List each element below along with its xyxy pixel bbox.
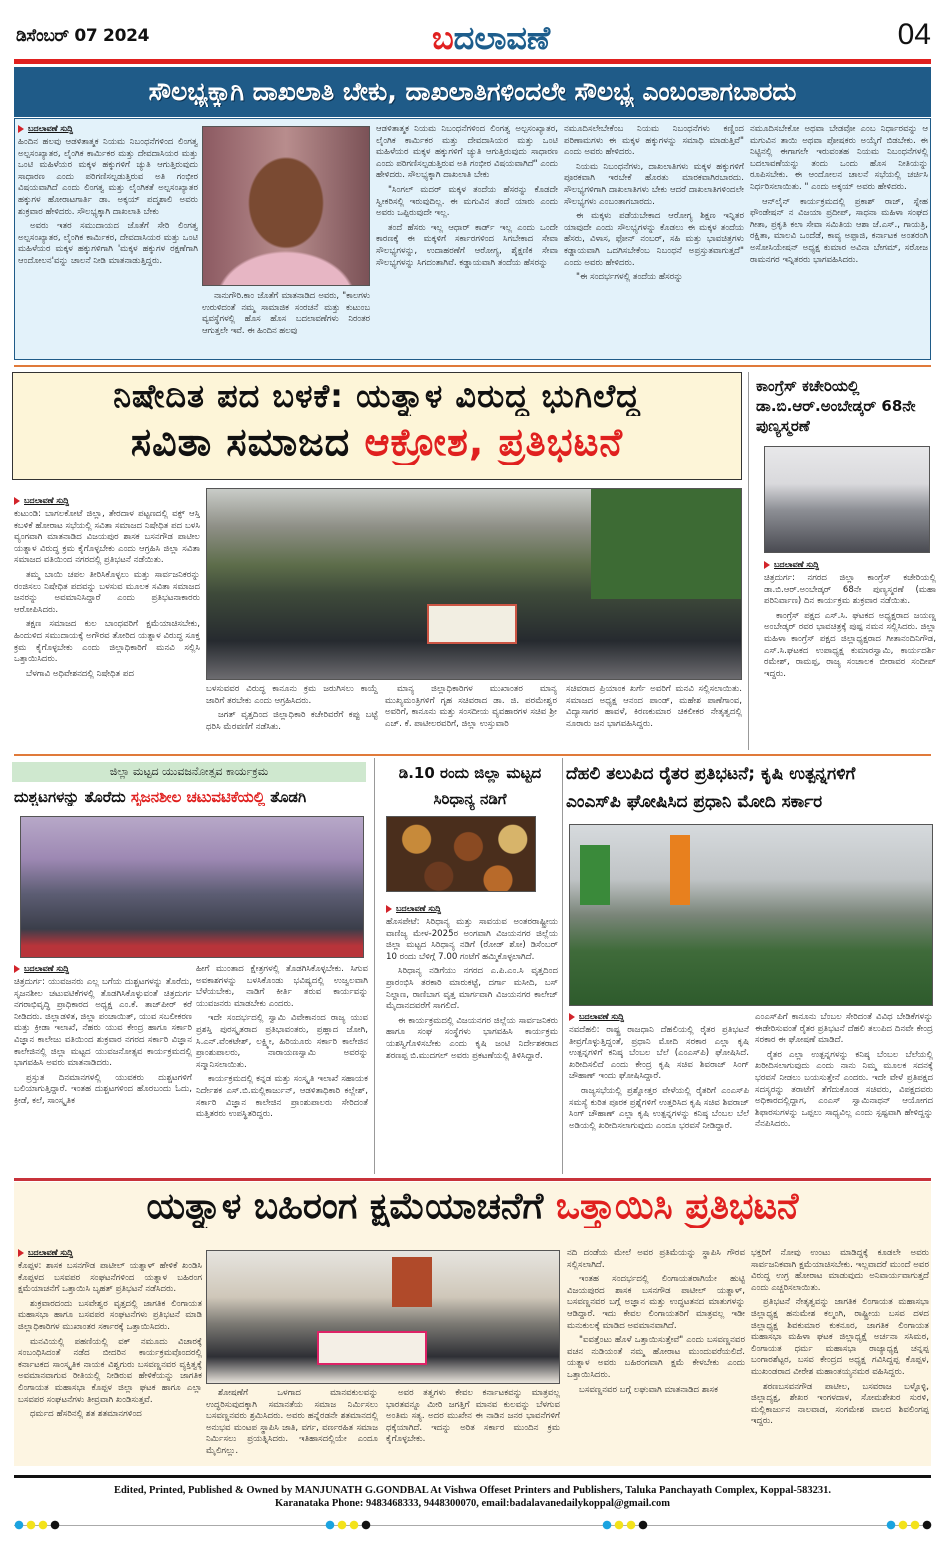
story1-col4: ನಮೂದಿಸಲೇಬೇಕೆಂಬ ನಿಯಮ ನಿಬಂಧನೆಗಳು ಕಣ್ಣಿಂದ ಪರಿಣಾಮಗಳು ಈ ಮಕ್ಕಳ ಹಕ್ಕುಗಳನ್ನು ಸಮಾಧಿ ಮಾಡುತ್ತಿವೆ" ಎಂದು ಅವರು ಹೇಳಿದರು. ನಿಯಮ ನಿಬಂಧನೆಗಳು, ದಾಖಲಾತಿಗಳು ಮಕ್ಕಳ ಹಕ್ಕುಗಳಿಗೆ ಪೂರಕವಾಗಿ ಇರಬೇಕೆ ಹೊರತು ಮಾರಕವಾಗಿರಬಾರದು. ಸೌಲಭ್ಯಗಳಿಗಾಗಿ ದಾಖಲಾತಿಗಳು ಬೇಕು ಆದರೆ ದಾಖಲಾತಿಗಳಿಂದಲೇ ಸೌಲಭ್ಯಗಳು ಎಂಬಂತಾಗಬಾರದು. ಈ ಮಕ್ಕಳು ಪಡೆಯಬೇಕಾದ ಆರೋಗ್ಯ ಶಿಕ್ಷಣ ಇನ್ನಿತರ ಯಾವುದೇ ಎಂದು ಸೌಲಭ್ಯಗಳನ್ನು ಕೊಡಲು ಈ ಮಕ್ಕಳ ತಂದೆಯ ಹೆಸರು, ವಿಳಾಸ, ಫೋನ್ ನಂಬರ್, ಸಹಿ ಮತ್ತು ಭಾವಚಿತ್ರಗಳು ಕಡ್ಡಾಯವಾಗಿ ಒದಗಿಸಬೇಕೆಂಬ ನಿಬಂಧನೆ ಅಪ್ರಸ್ತುತವಾಗುತ್ತದೆ" ಎಂದು ಅವರು ಹೇಳಿದರು. "ಈ ಸಂದರ್ಭಗಳಲ್ಲಿ ತಂದೆಯ ಹೆಸರನ್ನು <box>564 124 744 283</box>
byline: ಬದಲಾವಣೆ ಸುದ್ದಿ <box>569 1012 749 1022</box>
page-number: 04 <box>897 18 931 51</box>
story3-col1: ಬದಲಾವಣೆ ಸುದ್ದಿ ಚಿತ್ರದುರ್ಗ: ಯುವಜನರು ಎಲ್ಲ ಬಗೆಯ ದುಶ್ಚಟಗಳನ್ನು ತೊರೆದು, ಸೃಜನಶೀಲ ಚಟುವಟಿಕೆಗಳಲ್ಲಿ ತೊಡಗಿಸಿಕೊಳ್ಳುವಂತೆ ಚಿತ್ರದುರ್ಗ ನಗರಾಭಿವೃದ್ಧಿ ಪ್ರಾಧಿಕಾರದ ಅಧ್ಯಕ್ಷ ಎಂ.ಕೆ. ತಾಜ್‌ಪೀರ್ ಕರೆ ನೀಡಿದರು. ಜಿಲ್ಲಾಡಳಿತ, ಜಿಲ್ಲಾ ಪಂಚಾಯಿತ್, ಯುವ ಸಬಲೀಕರಣ ಮತ್ತು ಕ್ರೀಡಾ ಇಲಾಖೆ, ನೆಹರು ಯುವ ಕೇಂದ್ರ ಹಾಗೂ ಸರ್ಕಾರಿ ವಿಜ್ಞಾನ ಕಾಲೇಜು ವತಿಯಿಂದ ಶುಕ್ರವಾರ ನಗರದ ಸರ್ಕಾರಿ ವಿಜ್ಞಾನ ಕಾಲೇಜಿನಲ್ಲಿ ಜಿಲ್ಲಾ ಮಟ್ಟದ ಯುವಜನೋತ್ಸವ ಕಾರ್ಯಕ್ರಮದಲ್ಲಿ ಭಾಗವಹಿಸಿ ಅವರು ಮಾತನಾಡಿದರು. ಪ್ರಸ್ತುತ ದಿನಮಾನಗಳಲ್ಲಿ ಯುವಕರು ದುಶ್ಚಟಗಳಿಗೆ ಬಲಿಯಾಗುತ್ತಿದ್ದಾರೆ. ಇಂತಹ ದುಶ್ಚಟಗಳಿಂದ ಹೊರಬಂದು ಓದು, ಕ್ರೀಡೆ, ಕಲೆ, ಸಾಂಸ್ಕೃತಿಕ <box>14 964 192 1106</box>
footer-rule <box>14 1475 931 1478</box>
story4-body: ಬದಲಾವಣೆ ಸುದ್ದಿ ಹೊಸಪೇಟೆ: ಸಿರಿಧಾನ್ಯ ಮತ್ತು ಸಾವಯವ ಅಂತರರಾಷ್ಟ್ರೀಯ ವಾಣಿಜ್ಯ ಮೇಳ-2025ರ ಅಂಗವಾಗಿ ವಿಜಯನಗರ ಜಿಲ್ಲೆಯ ಜಿಲ್ಲಾ ಮಟ್ಟದ ಸಿರಿಧಾನ್ಯ ನಡಿಗೆ (ರೋಡ್ ಶೋ) ಡಿಸೆಂಬರ್ 10 ರಂದು ಬೆಳಿಗ್ಗೆ 7.00 ಗಂಟೆಗೆ ಹಮ್ಮಿಕೊಳ್ಳಲಾಗಿದೆ. ಸಿರಿಧಾನ್ಯ ನಡಿಗೆಯು ನಗರದ ಎ.ಪಿ.ಎಂ.ಸಿ ವೃತ್ತದಿಂದ ಪ್ರಾರಂಭಿಸಿ ತರಕಾರಿ ಮಾರುಕಟ್ಟೆ, ದರ್ಗಾ ಮಸೀದಿ, ಬಸ್ ನಿಲ್ದಾಣ, ರಾಣಿಬಾಗ ವೃತ್ತ ಮಾರ್ಗವಾಗಿ ವಿಜಯನಗರ ಕಾಲೇಜ್ ಮೈದಾನದವರೆಗೆ ಸಾಗಲಿದೆ. ಈ ಕಾರ್ಯಕ್ರಮದಲ್ಲಿ ವಿಜಯನಗರ ಜಿಲ್ಲೆಯ ಸಾರ್ವಜನಿಕರು ಹಾಗೂ ಸಂಘ ಸಂಸ್ಥೆಗಳು ಭಾಗವಹಿಸಿ ಕಾರ್ಯಕ್ರಮ ಯಶಸ್ವಿಗೊಳಿಸಬೇಕು ಎಂದು ಕೃಷಿ ಜಂಟಿ ನಿರ್ದೇಶಕರಾದ ಶರಣಪ್ಪ ಬಿ.ಮುದಗಲ್ ಅವರು ಪ್ರಕಟಣೆಯಲ್ಲಿ ತಿಳಿಸಿದ್ದಾರೆ. <box>386 904 558 1061</box>
triangle-icon <box>386 905 392 913</box>
story2-col2: ಬಳಸುವವರ ವಿರುದ್ಧ ಕಾನೂನು ಕ್ರಮ ಜರುಗಿಸಲು ಕಾಯ್ದೆ ಜಾರಿಗೆ ತರಬೇಕು ಎಂದು ಆಗ್ರಹಿಸಿದರು. ಜಗತ್ ವೃತ್ತದಿಂದ ಜಿಲ್ಲಾಧಿಕಾರಿ ಕಚೇರಿವರೆಗೆ ಕಪ್ಪು ಬಟ್ಟೆ ಧರಿಸಿ ಮೆರವಣಿಗೆ ನಡೆಸಿತು. <box>206 684 378 732</box>
byline: ಬದಲಾವಣೆ ಸುದ್ದಿ <box>18 124 198 134</box>
triangle-icon <box>14 965 20 973</box>
logo-rest: ದಲಾವಣೆ <box>453 20 551 56</box>
protest-banner <box>317 1331 427 1365</box>
byline: ಬದಲಾವಣೆ ಸುದ್ದಿ <box>386 904 558 914</box>
byline: ಬದಲಾವಣೆ ಸುದ್ದಿ <box>18 1248 202 1258</box>
story3-col2: ಹೀಗೆ ಮುಂತಾದ ಕ್ಷೇತ್ರಗಳಲ್ಲಿ ತೊಡಗಿಸಿಕೊಳ್ಳಬೇಕು. ಸಿಗುವ ಅವಕಾಶಗಳನ್ನು ಬಳಸಿಕೊಂಡು ಭವಿಷ್ಯದಲ್ಲಿ ಉಜ್ವಲವಾಗಿ ಬೆಳೆಯಬೇಕು, ನಾಡಿಗೆ ಕೀರ್ತಿ ತರುವ ಕಾರ್ಯವನ್ನು ಯುವಜನರು ಮಾಡಬೇಕು ಎಂದರು. ಇದೇ ಸಂದರ್ಭದಲ್ಲಿ ಸ್ವಾಮಿ ವಿವೇಕಾನಂದ ರಾಜ್ಯ ಯುವ ಪ್ರಶಸ್ತಿ ಪುರಸ್ಕೃತರಾದ ಪ್ರತಿಭಾವಂತರು, ಪ್ರಹ್ಲಾದ ಜೋಗಿ, ಸಿ.ಎನ್.ವೆಂಕಟೇಶ್, ಲಕ್ಷ್ಮೀ, ಹಿರಿಯೂರು ಸರ್ಕಾರಿ ಕಾಲೇಜಿನ ಪ್ರಾಂಶುಪಾಲರು, ನಾರಾಯಣಸ್ವಾಮಿ ಅವರನ್ನು ಸನ್ಮಾನಿಸಲಾಯಿತು. ಕಾರ್ಯಕ್ರಮದಲ್ಲಿ ಕನ್ನಡ ಮತ್ತು ಸಂಸ್ಕೃತಿ ಇಲಾಖೆ ಸಹಾಯಕ ನಿರ್ದೇಶಕ ಎಸ್.ಬಿ.ಮಲ್ಲಿಕಾರ್ಜುನ್, ಆಡಳಿತಾಧಿಕಾರಿ ಕಲ್ಲೇಶ್, ಸರ್ಕಾರಿ ವಿಜ್ಞಾನ ಕಾಲೇಜಿನ ಪ್ರಾಂಶುಪಾಲರು ಸೇರಿದಂತೆ ಮತ್ತಿತರರು ಉಪಸ್ಥಿತರಿದ್ದರು. <box>196 964 368 1120</box>
story1-headline: ಸೌಲಭ್ಯಕ್ಕಾಗಿ ದಾಖಲಾತಿ ಬೇಕು, ದಾಖಲಾತಿಗಳಿಂದಲೇ ಸೌಲಭ್ಯ ಎಂಬಂತಾಗಬಾರದು <box>148 77 797 106</box>
registration-mark <box>602 1520 648 1530</box>
story6-protest-photo <box>206 1250 560 1384</box>
story3-kicker: ಜಿಲ್ಲಾ ಮಟ್ಟದ ಯುವಜನೋತ್ಸವ ಕಾರ್ಯಕ್ರಮ <box>12 762 366 782</box>
story1-banner <box>14 67 931 117</box>
story1-col1: ಬದಲಾವಣೆ ಸುದ್ದಿ ಹಿಂದಿನ ಹಲವು ಆಡಳಿತಾತ್ಮಕ ನಿಯಮ ನಿಬಂಧನೆಗಳಿಂದ ಲಿಂಗತ್ವ ಅಲ್ಪಸಂಖ್ಯಾತರ, ಲೈಂಗಿಕ ಕಾರ್ಮಿಕರ ಮತ್ತು ದೇವದಾಸಿಯರ ಮತ್ತು ಒಂಟಿ ಮಹಿಳೆಯರ ಮಕ್ಕಳ ಹಕ್ಕುಗಳಿಗೆ ಚ್ಯುತಿ ಆಗುತ್ತಿರುವುದು ಸಾಧಾರಣ ಎಂದು ಪರಿಗಣಿಸಲ್ಪಡುತ್ತಿರುವ ಅತಿ ಗಂಭೀರ ವಿಷಯವಾಗಿದೆ ಎಂದು ಲಿಂಗತ್ವ ಮತ್ತು ಲೈಂಗಿಕತೆ ಅಲ್ಪಸಂಖ್ಯಾತರ ಹಕ್ಕುಗಳ ಹೋರಾಟಗಾರ್ತಿ ಡಾ. ಅಕ್ಕಯ್ ಪದ್ಮಶಾಲಿ ಅವರು ಶುಕ್ರವಾರ ಹೇಳಿದರು. ಸೌಲಭ್ಯಕ್ಕಾಗಿ ದಾಖಲಾತಿ ಬೇಕು ಅವರು ಇತರ ಸಮುದಾಯದ ಜೊತೆಗೆ ಸೇರಿ ಲಿಂಗತ್ವ ಅಲ್ಪಸಂಖ್ಯಾತರ, ಲೈಂಗಿಕ ಕಾರ್ಮಿಕರ, ದೇವದಾಸಿಯರ ಮತ್ತು ಒಂಟಿ ಮಹಿಳೆಯರ ಮಕ್ಕಳ ಹಕ್ಕುಗಳಿಗಾಗಿ 'ಮಕ್ಕಳ ಹಕ್ಕುಗಳ ರಕ್ಷಣೆಗಾಗಿ ಆಂದೋಲನ'ವನ್ನು ಚಾಲನೆ ನೀಡಿ ಮಾತನಾಡುತ್ತಿದ್ದರು. <box>18 124 198 266</box>
triangle-icon <box>18 125 24 133</box>
column-divider <box>562 758 563 1174</box>
registration-mark <box>14 1520 60 1530</box>
story1-col5: ನಮೂದಿಸಬೇಕೋ ಅಥವಾ ಬೇಡವೋ ಎಂಬ ನಿರ್ಧಾರವನ್ನು ಆ ಮಗುವಿನ ತಾಯಿ ಅಥವಾ ಪೋಷಕರು ಅಯ್ಕೆಗೆ ಬಿಡಬೇಕು. ಈ ನಿಟ್ಟಿನಲ್ಲಿ ಈಗಾಗಲೇ ಇರುವಂತಹ ನಿಯಮ ನಿಬಂಧನೆಗಳಲ್ಲಿ ಬದಲಾವಣೆಯನ್ನು ತಂದು ಒಂದು ಹೊಸ ನೀತಿಯನ್ನು ರೂಪಿಸಬೇಕು. ಈ ಆಂದೋಲನ ಚಾಲನೆ ಸಭೆಯಲ್ಲಿ ಚರ್ಚಿಸಿ ನಿರ್ಧರಿಸಲಾಯಿತು. " ಎಂದು ಅಕ್ಕಯ್ ಅವರು ಹೇಳಿದರು. ಆನ್‌ಲೈನ್ ಕಾರ್ಯಕ್ರಮದಲ್ಲಿ ಪ್ರಕಾಶ್ ರಾಜ್, ಸ್ನೇಹ ಫೌಂಡೇಷನ್ ನ ವಿಜಯಾ ಪ್ರದೀಪ್, ಸಾಧನಾ ಮಹಿಳಾ ಸಂಘದ ಗೀತಾ, ಪ್ರಕೃತಿ ಕಲಾ ಸೇವಾ ಸಮಿತಿಯ ಆಶಾ ಜೆ.ಎಸ್., ಗಾಯತ್ರಿ, ರಕ್ಷಿತಾ, ಮಾಲವಿ ಒಂದೆಡೆ, ಕಾವ್ಯ ಅಪ್ಪಾಜಿ, ಕರ್ನಾಟಕ ಅಂತರಂಗಿ ಅಸೋಸಿಯೇಷನ್ ಅಧ್ಯಕ್ಷ ಕುಮಾರ ಅವಿನಾ ಬೇಗಮ್, ಸರೋಜ ರಾಮನಗರ ಇನ್ನಿತರರು ಭಾಗವಹಿಸಿದರು. <box>750 124 928 265</box>
registration-mark <box>886 1520 932 1530</box>
footer-line2: Karanataka Phone: 9483468333, 9448300070, email:badalavanedailykoppal@gmail.com <box>274 1498 671 1509</box>
protest-banner <box>427 604 517 644</box>
story2-col4: ಸಚಿವರಾದ ಪ್ರಿಯಾಂಕ ಖರ್ಗೆ ಅವರಿಗೆ ಮನವಿ ಸಲ್ಲಿಸಲಾಯಿತು. ಸಮಾಜದ ಅಧ್ಯಕ್ಷ ಆನಂದ ಪಾಂಡ್, ಮಹೇಶ ಪಾಣೆಗಾಂವ, ವಿದ್ಯಾಸಾಗರ ಹಾವಳೆ, ಕಿರಣಕುಮಾರ ಚಿಕಲೀಕರ ನೇತೃತ್ವದಲ್ಲಿ ನೂರಾರು ಜನ ಭಾಗವಹಿಸಿದ್ದರು. <box>566 684 742 729</box>
story5-headline: ದೆಹಲಿ ತಲುಪಿದ ರೈತರ ಪ್ರತಿಭಟನೆ; ಕೃಷಿ ಉತ್ಪನ್ನಗಳಿಗೆ ಎಂಎಸ್‌ಪಿ ಘೋಷಿಸಿದ ಪ್ರಧಾನಿ ಮೋದಿ ಸರ್ಕಾರ <box>566 764 856 812</box>
story5-farmers-photo <box>569 824 933 1006</box>
story1-col3: ಆಡಳಿತಾತ್ಮಕ ನಿಯಮ ನಿಬಂಧನೆಗಳಿಂದ ಲಿಂಗತ್ವ ಅಲ್ಪಸಂಖ್ಯಾತರ, ಲೈಂಗಿಕ ಕಾರ್ಮಿಕರ ಮತ್ತು ದೇವದಾಸಿಯರ ಮತ್ತು ಒಂಟಿ ಮಹಿಳೆಯರ ಮಕ್ಕಳ ಹಕ್ಕುಗಳಿಗೆ ಚ್ಯುತಿ ಆಗುತ್ತಿರುವುದು ಸಾಧಾರಣ ಎಂದು ಪರಿಗಣಿಸಲ್ಪಡುತ್ತಿರುವ ಅತಿ ಗಂಭೀರ ವಿಷಯವಾಗಿದೆ" ಎಂದು ಹೇಳಿದರು. ಸೌಲಭ್ಯಕ್ಕಾಗಿ ದಾಖಲಾತಿ ಬೇಕು "ಸಿಂಗಲ್ ಮದರ್ ಮಕ್ಕಳ ತಂದೆಯ ಹೆಸರನ್ನು ಕೊಡದೇ ಸ್ವೀಕರಿಸಲ್ಲಿ ಇರುವುದಿಲ್ಲ. ಈ ಮಗುವಿನ ತಂದೆ ಯಾರು ಎಂದು ಅವರು ಒಪ್ಪಿರುವುದೇ ಇಲ್ಲ. ತಂದೆ ಹೆಸರು ಇಲ್ಲ ಆಧಾರ್ ಕಾರ್ಡ್ ಇಲ್ಲ ಎಂದು ಒಂದೇ ಕಾರಣಕ್ಕೆ ಈ ಮಕ್ಕಳಿಗೆ ಸರ್ಕಾರಗಳಿಂದ ಸಿಗಬೇಕಾದ ಸೇವಾ ಸೌಲಭ್ಯಗಳನ್ನು, ಉದಾಹರಣೆಗೆ ಆರೋಗ್ಯ, ಶೈಕ್ಷಣಿಕ ಸೇವಾ ಸೌಲಭ್ಯಗಳನ್ನು ಸಿಗದಂತಾಗಿವೆ. ಕಡ್ಡಾಯವಾಗಿ ತಂದೆಯ ಹೆಸರನ್ನು <box>376 124 558 268</box>
story6-col4: ನದಿ ದಂಡೆಯ ಮೇಲೆ ಅವರ ಪ್ರತಿಮೆಯನ್ನು ಸ್ಥಾಪಿಸಿ ಗೌರವ ಸಲ್ಲಿಸಲಾಗಿದೆ. ಇಂತಹ ಸಂದರ್ಭದಲ್ಲಿ ಲಿಂಗಾಯತರಾಗಿಯೇ ಹುಟ್ಟಿ ವಿಜಯಪುರದ ಶಾಸಕ ಬಸನಗೌಡ ಪಾಟೀಲ್ ಯತ್ನಾಳ್, ಬಸವಣ್ಣನವರ ಬಗ್ಗೆ ಅಜ್ಞಾನ ಮತ್ತು ಉದ್ಧಟತನದ ಮಾತುಗಳನ್ನು ಆಡಿದ್ದಾರೆ. ಇದು ಕೇವಲ ಲಿಂಗಾಯತರಿಗೆ ಮಾತ್ರವಲ್ಲ ಇಡೀ ಮನುಕುಲಕ್ಕೆ ಮಾಡಿದ ಅವಮಾನವಾಗಿದೆ. "ಐವತ್ತೆಂಟು ಹೊಳೆ ಒತ್ತಾಯಿಸುತ್ತೇವೆ" ಎಂದು ಬಸವಣ್ಣನವರ ವಚನ ನುಡಿಯಂತೆ ನಮ್ಮ ಹೋರಾಟ ಮುಂದುವರೆಯಲಿದೆ. ಯತ್ನಾಳ ಅವರು ಬಹಿರಂಗವಾಗಿ ಕ್ಷಮೆ ಕೇಳಬೇಕು ಎಂದು ಒತ್ತಾಯಿಸಿದರು. ಬಸವಣ್ಣನವರ ಬಗ್ಗೆ ಲಘುವಾಗಿ ಮಾತನಾಡಿದ ಶಾಸಕ <box>567 1248 745 1395</box>
story1-caption: ನಾನುಗೌರಿ.ಕಾಂ ಜೊತೆಗೆ ಮಾತನಾಡಿದ ಅವರು, "ಕಾಲಗಳು ಉರುಳಿದಂತೆ ನಮ್ಮ ಸಾಮಾಜಿಕ ಸಂರಚನೆ ಮತ್ತು ಕುಟುಂಬ ವ್ಯವಸ್ಥೆಗಳಲ್ಲಿ ಹೊಸ ಹೊಸ ಬದಲಾವಣೆಗಳು ನಿರಂತರ ಆಗುತ್ತಲೇ ಇವೆ. ಈ ಹಿಂದಿನ ಹಲವು <box>202 290 370 335</box>
byline: ಬದಲಾವಣೆ ಸುದ್ದಿ <box>14 964 192 974</box>
footer-imprint <box>14 1484 931 1510</box>
story2-headline-box <box>12 372 742 480</box>
story5-col1: ಬದಲಾವಣೆ ಸುದ್ದಿ ನವದೆಹಲಿ: ರಾಷ್ಟ್ರ ರಾಜಧಾನಿ ದೆಹಲಿಯಲ್ಲಿ ರೈತರ ಪ್ರತಿಭಟನೆ ತೀವ್ರಗೊಳ್ಳುತ್ತಿದ್ದಂತೆ, ಪ್ರಧಾನಿ ಮೋದಿ ಸರಕಾರ ಎಲ್ಲಾ ಕೃಷಿ ಉತ್ಪನ್ನಗಳಿಗೆ ಕನಿಷ್ಠ ಬೆಂಬಲ ಬೆಲೆ (ಎಂಎಸ್‌ಪಿ) ಘೋಷಿಸಿದೆ. ಖರೀದಿಸಲಿದೆ ಎಂದು ಕೇಂದ್ರ ಕೃಷಿ ಸಚಿವ ಶಿವರಾಜ್ ಸಿಂಗ್ ಚೌಹಾಣ್ ಇಂದು ಘೋಷಿಸಿದ್ದಾರೆ. ರಾಜ್ಯಸಭೆಯಲ್ಲಿ ಪ್ರಶ್ನೋತ್ತರ ವೇಳೆಯಲ್ಲಿ ರೈತರಿಗೆ ಎಂಎಸ್‌ಪಿ ಸಮಸ್ಯೆ ಕುರಿತ ಪೂರಕ ಪ್ರಶ್ನೆಗಳಿಗೆ ಉತ್ತರಿಸಿದ ಕೃಷಿ ಸಚಿವ ಶಿವರಾಜ್ ಸಿಂಗ್ ಚೌಹಾಣ್ ಎಲ್ಲಾ ಕೃಷಿ ಉತ್ಪನ್ನಗಳನ್ನು ಕನಿಷ್ಠ ಬೆಂಬಲ ಬೆಲೆ ಅಡಿಯಲ್ಲಿ ಖರೀದಿಸಲಾಗುವುದು ಎಂದೂ ಭರವಸೆ ನೀಡಿದ್ದಾರೆ. <box>569 1012 749 1131</box>
triangle-icon <box>18 1249 24 1257</box>
section-rule <box>14 365 931 367</box>
story2-headline-line1: ನಿಷೇದಿತ ಪದ ಬಳಕೆ: ಯತ್ನಾಳ ವಿರುದ್ಧ ಭುಗಿಲೆದ್ದ <box>113 377 641 415</box>
story4-headline: ಡಿ.10 ರಂದು ಜಿಲ್ಲಾ ಮಟ್ಟದ ಸಿರಿಧಾನ್ಯ ನಡಿಗೆ <box>398 764 542 808</box>
newspaper-logo <box>432 20 550 58</box>
story5-col2: ಎಂಎಸ್‌ಪಿಗೆ ಕಾನೂನು ಬೆಂಬಲ ಸೇರಿದಂತೆ ವಿವಿಧ ಬೇಡಿಕೆಗಳನ್ನು ಈಡೇರಿಸುವಂತೆ ರೈತರ ಪ್ರತಿಭಟನೆ ದೆಹಲಿ ತಲುಪಿದ ದಿನವೇ ಕೇಂದ್ರ ಸರಕಾರ ಈ ಘೋಷಣೆ ಮಾಡಿದೆ. ರೈತರ ಎಲ್ಲಾ ಉತ್ಪನ್ನಗಳನ್ನು ಕನಿಷ್ಠ ಬೆಂಬಲ ಬೆಲೆಯಲ್ಲಿ ಖರೀದಿಸಲಾಗುವುದು ಎಂದು ನಾನು ನಿಮ್ಮ ಮೂಲಕ ಸದನಕ್ಕೆ ಭರವಸೆ ನೀಡಲು ಬಯಸುತ್ತೇನೆ ಎಂದರು. ಇದೇ ವೇಳೆ ಪ್ರತಿಪಕ್ಷದ ಸದಸ್ಯರನ್ನು ತರಾಟೆಗೆ ತೆಗೆದುಕೊಂಡ ಸಚಿವರು, ವಿಪಕ್ಷದವರು ಅಧಿಕಾರದಲ್ಲಿದ್ದಾಗ, ಎಂಎಸ್ ಸ್ವಾಮಿನಾಥನ್ ಆಯೋಗದ ಶಿಫಾರಸುಗಳನ್ನು ಒಪ್ಪಲು ಸಾಧ್ಯವಿಲ್ಲ ಎಂದು ಸ್ಪಷ್ಟವಾಗಿ ಹೇಳಿದ್ದನ್ನು ನೆನಪಿಸಿದರು. <box>755 1012 933 1130</box>
issue-date: ಡಿಸೆಂಬರ್ 07 2024 <box>16 26 150 46</box>
story3-headline: ದುಶ್ಚಟಗಳನ್ನು ತೊರೆದು ಸೃಜನಶೀಲ ಚಟುವಟಿಕೆಯಲ್ಲಿ ತೊಡಗಿ <box>14 788 307 806</box>
column-divider <box>748 372 749 750</box>
triangle-icon <box>14 497 20 505</box>
masthead-rule <box>14 59 931 64</box>
sidebar-headline: ಕಾಂಗ್ರೆಸ್ ಕಚೇರಿಯಲ್ಲಿ ಡಾ.ಬಿ.ಆರ್.ಅಂಬೇಡ್ಕರ್ 68ನೇ ಪುಣ್ಯಸ್ಮರಣೆ <box>756 377 916 435</box>
story4-millet-photo <box>386 816 536 892</box>
triangle-icon <box>764 561 770 569</box>
sidebar-photo <box>764 446 930 553</box>
registration-mark <box>325 1520 371 1530</box>
logo-first-letter: ಬ <box>432 20 454 56</box>
saffron-flag <box>670 835 690 905</box>
byline: ಬದಲಾವಣೆ ಸುದ್ದಿ <box>764 560 936 570</box>
registration-marks <box>0 1520 945 1532</box>
story6-col2: ಶೋಷಣೆಗೆ ಒಳಗಾದ ಮಾನವಕುಲವನ್ನು ಉದ್ಧರಿಸುವುದಕ್ಕಾಗಿ ಸಮಾನತೆಯ ಸಮಾಜ ನಿರ್ಮಿಸಲು ಬಸವಣ್ಣನವರು ಶ್ರಮಿಸಿದರು. ಅವರು ಹನ್ನೆರಡನೇ ಶತಮಾನದಲ್ಲಿ ಅನುಭವ ಮಂಟಪ ಸ್ಥಾಪಿಸಿ ಜಾತಿ, ವರ್ಗ, ವರ್ಣರಹಿತ ಸಮಾಜ ನಿರ್ಮಿಸಲು ಪ್ರಯತ್ನಿಸಿದರು. ಇತಿಹಾಸದಲ್ಲಿಯೇ ಎಂದೂ ಮೈಲಿಗಲ್ಲು. <box>206 1388 378 1456</box>
footer-line1: Edited, Printed, Published & Owned by MANJUNATH G.GONDBAL At Vishwa Offeset Printers and Publishers, Taluka Panchayath Complex, Koppal-583231. <box>113 1485 832 1496</box>
story3-event-photo <box>20 816 364 958</box>
story2-protest-photo <box>206 488 742 680</box>
green-flag <box>580 845 610 905</box>
section-rule <box>14 754 931 756</box>
story6-headline: ಯತ್ನಾಳ ಬಹಿರಂಗ ಕ್ಷಮೆಯಾಚನೆಗೆ ಒತ್ತಾಯಿಸಿ ಪ್ರತಿಭಟನೆ <box>146 1186 799 1227</box>
trees <box>591 489 741 599</box>
story6-col1: ಬದಲಾವಣೆ ಸುದ್ದಿ ಕೊಪ್ಪಳ: ಶಾಸಕ ಬಸನಗೌಡ ಪಾಟೀಲ್ ಯತ್ನಾಳ್ ಹೇಳಿಕೆ ಖಂಡಿಸಿ ಕೊಪ್ಪಳದ ಬಸವಪರ ಸಂಘಟನೆಗಳಿಂದ ಯತ್ನಾಳ ಬಹಿರಂಗ ಕ್ಷಮೆಯಾಚನೆಗೆ ಒತ್ತಾಯಿಸಿ ಬೃಹತ್ ಪ್ರತಿಭಟನೆ ನಡೆಸಿದರು. ಶುಕ್ರವಾರದಂದು ಬಸವೇಶ್ವರ ವೃತ್ತದಲ್ಲಿ ಜಾಗತಿಕ ಲಿಂಗಾಯತ ಮಹಾಸಭಾ ಹಾಗೂ ಬಸವಪರ ಸಂಘಟನೆಗಳು ಪ್ರತಿಭಟನೆ ಮಾಡಿ ಜಿಲ್ಲಾಧಿಕಾರಿಗಳ ಮುಖಾಂತರ ಸರ್ಕಾರಕ್ಕೆ ಒತ್ತಾಯಿಸಿದರು. ಮನವಿಯಲ್ಲಿ ಪಹಣಿಯಲ್ಲಿ ವಕ್ ನಮೂದು ವಿಚಾರಕ್ಕೆ ಸಂಬಂಧಿಸಿದಂತೆ ನಡೆದ ಬೀದರಿನ ಕಾರ್ಯಕ್ರಮವೊಂದರಲ್ಲಿ ಕರ್ನಾಟಕದ ಸಾಂಸ್ಕೃತಿಕ ನಾಯಕ ವಿಶ್ವಗುರು ಬಸವಣ್ಣನವರ ವ್ಯಕ್ತಿತ್ವಕ್ಕೆ ಅವಮಾನವಾಗುವ ರೀತಿಯಲ್ಲಿ ನೀಡಿರುವ ಹೇಳಿಕೆಯನ್ನು ಜಾಗತಿಕ ಲಿಂಗಾಯತ ಮಹಾಸಭಾ ಕೊಪ್ಪಳ ಜಿಲ್ಲಾ ಘಟಕ ಹಾಗೂ ಎಲ್ಲಾ ಬಸವಪರ ಸಂಘಟನೆಗಳು ತೀವ್ರವಾಗಿ ಖಂಡಿಸುತ್ತವೆ. ಧರ್ಮದ ಹೆಸರಿನಲ್ಲಿ ಶತ ಶತಮಾನಗಳಿಂದ <box>18 1248 202 1420</box>
story6-col3: ಅವರ ತತ್ವಗಳು ಕೇವಲ ಕರ್ನಾಟಕವನ್ನು ಮಾತ್ರವಲ್ಲ ಭಾರತವನ್ನೂ ಮೀರಿ ಜಗತ್ತಿಗೆ ಮಾನವ ಕುಲವನ್ನು ಬೆಳಗುವ ಅಂತಿಮ ಸತ್ಯ. ಅದರ ಮುಖೇನ ಈ ನಾಡಿನ ಜನರ ಭಾವನೆಗಳಿಗೆ ಧಕ್ಕೆಯಾಗಿದೆ. ಇದನ್ನು ಅರಿತ ಸರ್ಕಾರ ಮುಂದಿನ ಕ್ರಮ ಕೈಗೊಳ್ಳಬೇಕು. <box>386 1388 560 1445</box>
byline: ಬದಲಾವಣೆ ಸುದ್ದಿ <box>14 496 200 506</box>
sidebar-body: ಬದಲಾವಣೆ ಸುದ್ದಿ ಚಿತ್ರದುರ್ಗ: ನಗರದ ಜಿಲ್ಲಾ ಕಾಂಗ್ರೆಸ್ ಕಚೇರಿಯಲ್ಲಿ ಡಾ.ಬಿ.ಆರ್.ಅಂಬೇಡ್ಕರ್ 68ನೇ ಪುಣ್ಯಸ್ಮರಣೆ (ಮಹಾ ಪರಿನಿರ್ವಾಣ) ದಿನ ಕಾರ್ಯಕ್ರಮ ಶುಕ್ರವಾರ ನಡೆಯಿತು. ಕಾಂಗ್ರೆಸ್ ಪಕ್ಷದ ಎಸ್.ಸಿ. ಘಟಕದ ಅಧ್ಯಕ್ಷರಾದ ಜಯಣ್ಣ ಅಂಬೇಡ್ಕರ್ ರವರ ಭಾವಚಿತ್ರಕ್ಕೆ ಪುಷ್ಪ ನಮನ ಸಲ್ಲಿಸಿದರು. ಜಿಲ್ಲಾ ಮಹಿಳಾ ಕಾಂಗ್ರೆಸ್ ಪಕ್ಷದ ಜಿಲ್ಲಾಧ್ಯಕ್ಷರಾದ ಗೀತಾನಂದಿನಿಗೌಡ, ಎಸ್.ಸಿ.ಘಟಕದ ಉಪಾಧ್ಯಕ್ಷ ಕುಮಾರಸ್ವಾಮಿ, ಕಾರ್ಯದರ್ಶಿ ರಮೇಶ್, ರಾಮಪ್ಪ, ರಾಜ್ಯ ಸಂಚಾಲಕ ಬೀರಾವರ ಸಂದೀಪ್ ಇದ್ದರು. <box>764 560 936 679</box>
story6-col5: ಭಕ್ತರಿಗೆ ನೋವು ಉಂಟು ಮಾಡಿದ್ದಕ್ಕೆ ಕೂಡಲೇ ಅವರು ಸಾರ್ವಜನಿಕವಾಗಿ ಕ್ಷಮೆಯಾಚಿಸಬೇಕು. ಇಲ್ಲವಾದರೆ ಮುಂದೆ ಅವರ ವಿರುದ್ಧ ಉಗ್ರ ಹೋರಾಟ ಮಾಡುವುದು ಅನಿವಾರ್ಯವಾಗುತ್ತದೆ ಎಂದು ಎಚ್ಚರಿಸಲಾಯಿತು. ಪ್ರತಿಭಟನೆ ನೇತೃತ್ವವನ್ನು ಜಾಗತಿಕ ಲಿಂಗಾಯತ ಮಹಾಸಭಾ ಜಿಲ್ಲಾಧ್ಯಕ್ಷ ಹನುಮೇಶ ಕಲ್ಮಂಗಿ, ರಾಷ್ಟ್ರೀಯ ಬಸವ ದಳದ ಜಿಲ್ಲಾಧ್ಯಕ್ಷ ಶಿವಕುಮಾರ ಕುಕನೂರ, ಜಾಗತಿಕ ಲಿಂಗಾಯತ ಮಹಾಸಭಾ ಮಹಿಳಾ ಘಟಕ ಜಿಲ್ಲಾಧ್ಯಕ್ಷೆ ಅರ್ಚನಾ ಸಸಿಮಠ, ಲಿಂಗಾಯತ ಧರ್ಮ ಮಹಾಸಭಾ ರಾಜ್ಯಾಧ್ಯಕ್ಷ ಚನ್ನಪ್ಪ ಬಂಗಾರಶೆಟ್ಟರ, ಬಸವ ಕೇಂದ್ರದ ಅಧ್ಯಕ್ಷ ಗವಿಸಿದ್ದಪ್ಪ ಕೊಪ್ಪಳ, ಮುಖಂಡರಾದ ವೀರೇಶ ಮಹಾಂತಯ್ಯನಮಠ ವಹಿಸಿದ್ದರು. ಶರಣಬಸವನಗೌಡ ಪಾಟೀಲ, ಬಸವರಾಜ ಬಳ್ಳೊಳ್ಳಿ, ಜಿಲ್ಲಾದ್ಯಕ್ಷ, ಶೇಖರ ಇಂಗಳದಾಳ, ಸೋಮಶೇಖರ ಸುರಳಿ, ಮಲ್ಲಿಕಾರ್ಜುನ ನಾಲವಾಡ, ಸಂಗಮೇಶ ವಾಲದ ಶಿವಲಿಂಗಪ್ಪ ಇದ್ದರು. <box>751 1248 929 1427</box>
story1-photo-portrait <box>202 126 370 286</box>
story2-col1: ಬದಲಾವಣೆ ಸುದ್ದಿ ಕುಟುಂಡಿ: ಬಾಗಲಕೋಟೆ ಜಿಲ್ಲಾ, ತೇರದಾಳ ಪಟ್ಟಣದಲ್ಲಿ ವಕ್ಫ್ ಆಸ್ತಿ ಕಬಳಿಕೆ ಹೋರಾಟ ಸಭೆಯಲ್ಲಿ ಸವಿತಾ ಸಮಾಜದ ನಿಷೇಧಿತ ಪದ ಬಳಸಿ ವ್ಯಂಗವಾಗಿ ಮಾತನಾಡಿದ ವಿಜಯಪುರ ಶಾಸಕ ಬಸನಗೌಡ ಪಾಟೀಲ ಯತ್ನಾಳ ವಿರುದ್ಧ ಕ್ರಮ ಕೈಗೊಳ್ಳಬೇಕು ಎಂದು ಆಗ್ರಹಿಸಿ ಜಿಲ್ಲಾ ಸವಿತಾ ಸಮಾಜದ ವತಿಯಿಂದ ನಗರದಲ್ಲಿ ಪ್ರತಿಭಟನೆ ನಡೆಯಿತು. ತಮ್ಮ ಬಾಯಿ ಚಪಲ ತೀರಿಸಿಕೊಳ್ಳಲು ಮತ್ತು ಸಾರ್ವಜನಿಕರನ್ನು ರಂಜಿಸಲು ನಿಷೇಧಿತ ಪದವನ್ನು ಬಳಸುವ ಮೂಲಕ ಸವಿತಾ ಸಮಾಜದ ಜನರನ್ನು ಅವಮಾನಿಸಿದ್ದಾರೆ ಎಂದು ಪ್ರತಿಭಟನಾಕಾರರು ಆರೋಪಿಸಿದರು. ತಕ್ಷಣ ಸಮಾಜದ ಕುಲ ಬಾಂಧವರಿಗೆ ಕ್ಷಮೆಯಾಚಿಸಬೇಕು, ಹಿಂದುಳಿದ ಸಮುದಾಯಕ್ಕೆ ಅಗೌರವ ತೋರಿದ ಯತ್ನಾಳ ವಿರುದ್ಧ ಸೂಕ್ತ ಕ್ರಮ ಕೈಗೊಳ್ಳಬೇಕು ಎಂದು ಜಿಲ್ಲಾಧಿಕಾರಿಗೆ ಮನವಿ ಸಲ್ಲಿಸಿ ಒತ್ತಾಯಿಸಿದರು. ಬೆಳಗಾವಿ ಅಧಿವೇಶನದಲ್ಲಿ ನಿಷೇಧಿತ ಪದ <box>14 496 200 679</box>
story2-headline-line2: ಸವಿತಾ ಸಮಾಜದ ಆಕ್ರೋಶ, ಪ್ರತಿಭಟನೆ <box>130 420 624 464</box>
column-divider <box>374 758 375 1174</box>
clock-tower <box>392 1257 432 1307</box>
triangle-icon <box>569 1013 575 1021</box>
section-rule <box>14 1178 931 1181</box>
story2-col3: ಮಾನ್ಯ ಜಿಲ್ಲಾಧಿಕಾರಿಗಳ ಮುಖಾಂತರ ಮಾನ್ಯ ಮುಖ್ಯಮಂತ್ರಿಗಳಿಗೆ ಗೃಹ ಸಚಿವರಾದ ಡಾ. ಜಿ. ಪರಮೇಶ್ವರ ಅವರಿಗೆ, ಕಾನೂನು ಮತ್ತು ಸಂಸದೀಯ ವ್ಯವಹಾರಗಳ ಸಚಿವ ಶ್ರೀ ಎಚ್. ಕೆ. ಪಾಟೀಲರವರಿಗೆ, ಜಿಲ್ಲಾ ಉಸ್ತುವಾರಿ <box>385 684 557 729</box>
